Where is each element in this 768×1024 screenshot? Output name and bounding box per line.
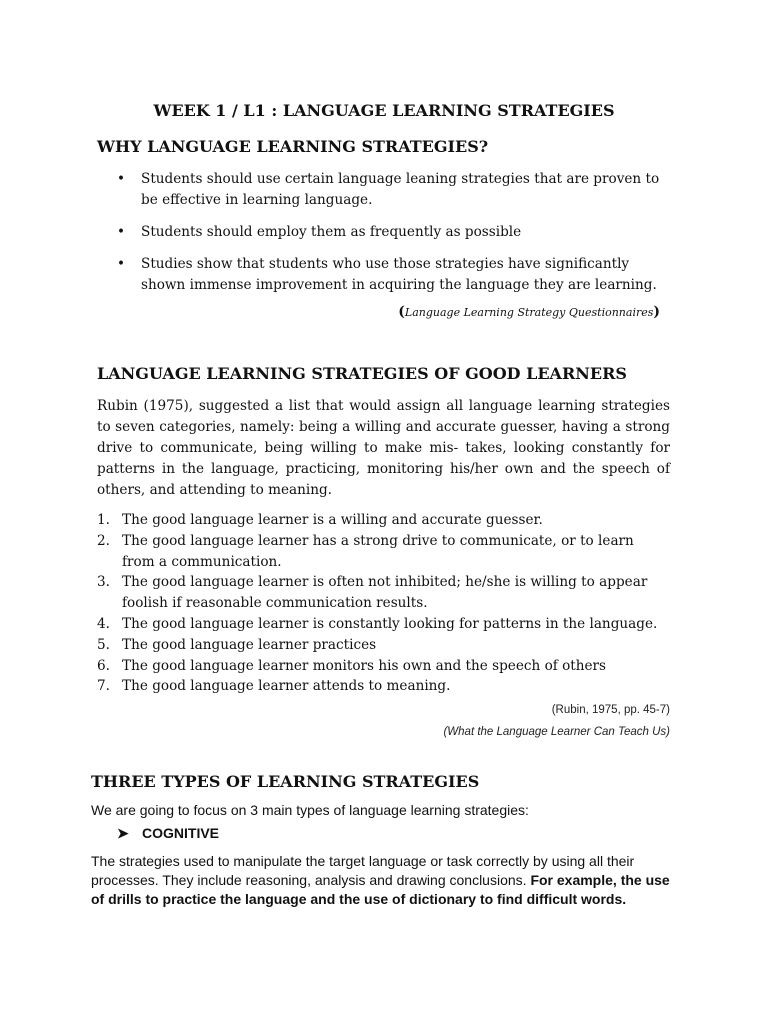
section-heading-why: WHY LANGUAGE LEARNING STRATEGIES? <box>97 137 489 156</box>
bullet-item: • Studies show that students who use those strategies have significantly shown immense improvement in acquiring the language they are learning. <box>117 256 657 293</box>
source-citation: (Language Learning Strategy Questionnaires) <box>398 304 660 320</box>
section-heading-three-types: THREE TYPES OF LEARNING STRATEGIES <box>91 772 480 791</box>
list-item: 2. The good language learner has a strong drive to communicate, or to learn from a communication. <box>97 532 634 570</box>
list-item: 5. The good language learner practices <box>97 636 377 653</box>
arrow-bullet-icon: ➤ <box>117 825 129 841</box>
document-title: WEEK 1 / L1 : LANGUAGE LEARNING STRATEGIES <box>153 101 615 120</box>
bullet-icon: • <box>117 171 126 187</box>
list-item: 7. The good language learner attends to meaning. <box>97 678 451 695</box>
bullet-icon: • <box>117 224 126 240</box>
cognitive-paragraph: The strategies used to manipulate the target language or task correctly by using all their processes. They include reasoning, analysis and drawing conclusions. For example, the use of drills to practice the language and the use of dictionary to find difficult words. <box>91 853 670 907</box>
book-citation: (What the Language Learner Can Teach Us) <box>443 726 670 738</box>
cognitive-item: ➤ COGNITIVE <box>117 825 220 841</box>
list-item: 1. The good language learner is a willing and accurate guesser. <box>97 512 543 528</box>
list-item: 4. The good language learner is constantly looking for patterns in the language. <box>97 615 658 632</box>
section-heading-good-learners: LANGUAGE LEARNING STRATEGIES OF GOOD LEARNERS <box>97 364 627 383</box>
rubin-paragraph: Rubin (1975), suggested a list that would assign all language learning strategies to seven categories, namely: being a willing and accurate guesser, having a strong drive to communicate, being willing to make mis- takes, looking constantly for patterns in the language, practicing, monitoring his/her own and the speech of others, and attending to meaning. <box>97 398 670 498</box>
bullet-item: • Students should use certain language leaning strategies that are proven to be effective in learning language. <box>117 171 660 208</box>
rubin-citation: (Rubin, 1975, pp. 45-7) <box>551 704 670 716</box>
list-item: 3. The good language learner is often not inhibited; he/she is willing to appear foolish if reasonable communication results. <box>97 574 648 612</box>
bullet-item: • Students should employ them as frequently as possible <box>97 222 671 243</box>
list-item: 6. The good language learner monitors his own and the speech of others <box>97 657 607 674</box>
three-types-intro: We are going to focus on 3 main types of language learning strategies: <box>91 802 529 818</box>
good-learner-list <box>97 510 670 697</box>
why-bullet-list <box>97 169 671 296</box>
bullet-icon: • <box>117 256 126 272</box>
